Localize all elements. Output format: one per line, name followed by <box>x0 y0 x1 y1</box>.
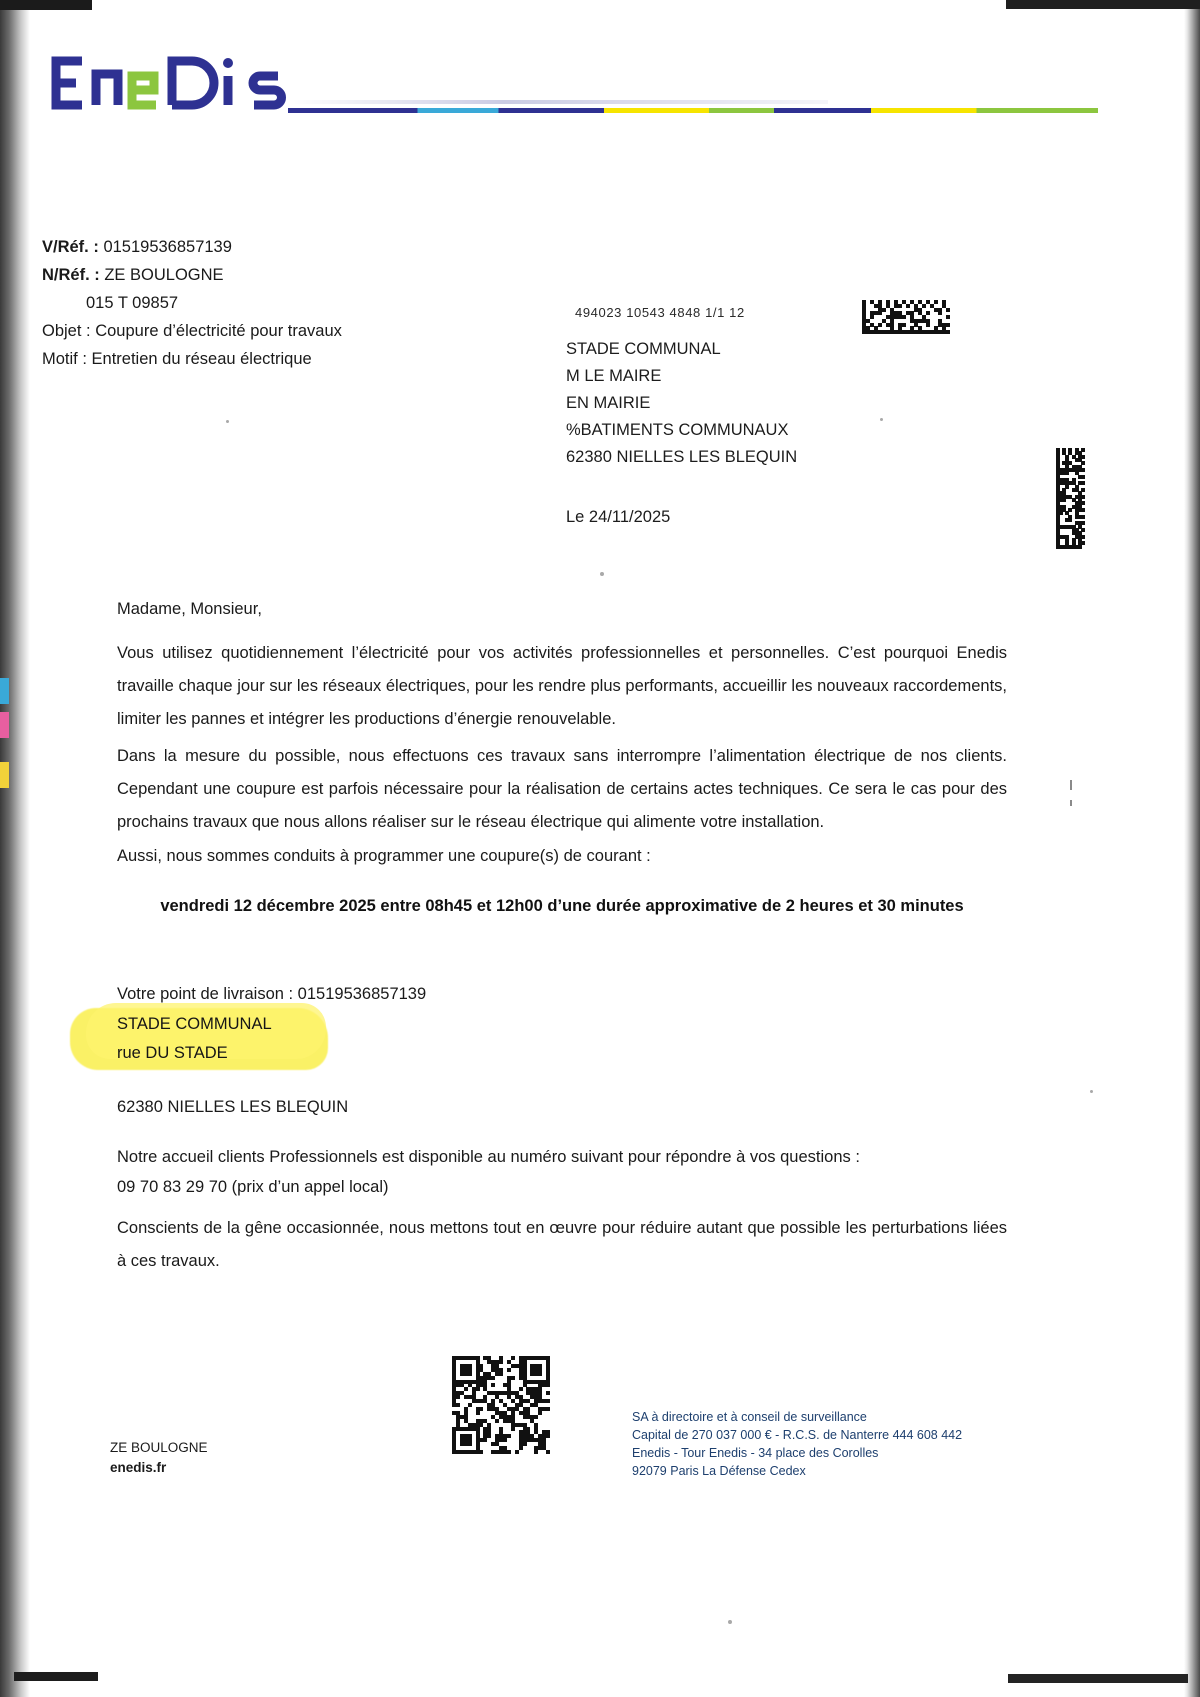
body-paragraph-2: Dans la mesure du possible, nous effectuons ces travaux sans interrompre l’alimentation électrique de nos clients. Cependant une coupure est parfois nécessaire pour la réalisation de certains actes techniques. Ce sera le cas pour des prochains travaux que nous allons réaliser sur le réseau électrique qui alimente votre installation. <box>117 747 1007 831</box>
objet-label: Objet : <box>42 322 91 340</box>
n-ref-value: ZE BOULOGNE <box>104 266 224 284</box>
delivery-point-postal: 62380 NIELLES LES BLEQUIN <box>117 1098 349 1116</box>
scan-color-tick-magenta <box>0 712 9 738</box>
scan-speck <box>1070 780 1072 790</box>
v-ref-line <box>42 233 472 261</box>
scan-speck <box>1090 1090 1093 1093</box>
enedis-logo <box>46 52 306 114</box>
scan-bar-top-right <box>1006 0 1200 9</box>
scan-speck <box>728 1620 732 1624</box>
scan-bar-top-left <box>0 0 92 10</box>
motif-line <box>42 345 472 373</box>
footer-legal <box>632 1408 962 1480</box>
datamatrix-code-top <box>862 300 950 334</box>
outage-schedule: vendredi 12 décembre 2025 entre 08h45 et 12h00 d’une durée approximative de 2 heures et 30 minutes <box>160 897 964 915</box>
footer-legal-line-3: Enedis - Tour Enedis - 34 place des Corolles <box>632 1446 879 1460</box>
recipient-line-1: STADE COMMUNAL <box>566 340 721 358</box>
v-ref-label: V/Réf. : <box>42 238 99 256</box>
closing-paragraph: Conscients de la gêne occasionnée, nous mettons tout en œuvre pour réduire autant que possible les perturbations liées à ces travaux. <box>117 1219 1007 1270</box>
contact-block <box>117 1142 1007 1202</box>
recipient-line-2: M LE MAIRE <box>566 367 662 385</box>
delivery-point-name: STADE COMMUNAL <box>117 1015 272 1033</box>
reference-block <box>42 233 472 373</box>
contact-line-1: Notre accueil clients Professionnels est disponible au numéro suivant pour répondre à vos questions : <box>117 1148 860 1166</box>
body-paragraph-3: Aussi, nous sommes conduits à programmer une coupure(s) de courant : <box>117 847 651 865</box>
v-ref-value: 01519536857139 <box>103 238 232 256</box>
datamatrix-code-side <box>1056 448 1084 548</box>
scan-bar-bottom-right <box>1008 1674 1188 1683</box>
n-ref-line <box>42 261 472 289</box>
scan-speck <box>226 420 229 423</box>
footer-website: enedis.fr <box>110 1460 167 1475</box>
scan-edge-artifact-left <box>0 0 30 1697</box>
recipient-line-5: 62380 NIELLES LES BLEQUIN <box>566 448 798 466</box>
scan-speck <box>1070 800 1072 806</box>
objet-line <box>42 317 472 345</box>
footer-agency: ZE BOULOGNE <box>110 1440 208 1455</box>
recipient-address-block <box>566 336 797 471</box>
letter-date: Le 24/11/2025 <box>566 508 671 526</box>
scan-speck <box>600 572 604 576</box>
logo-underline-fade <box>288 100 828 104</box>
mail-tracking-code: 494023 10543 4848 1/1 12 <box>575 305 745 320</box>
delivery-point-street: rue DU STADE <box>117 1044 228 1062</box>
n-ref-value2: 015 T 09857 <box>86 294 179 312</box>
scan-speck <box>880 418 883 421</box>
motif-value: Entretien du réseau électrique <box>91 350 312 368</box>
footer-legal-line-1: SA à directoire et à conseil de surveillance <box>632 1410 867 1424</box>
n-ref-label: N/Réf. : <box>42 266 100 284</box>
scan-color-tick-cyan <box>0 678 9 704</box>
objet-value: Coupure d’électricité pour travaux <box>95 322 342 340</box>
footer-legal-line-2: Capital de 270 037 000 € - R.C.S. de Nanterre 444 608 442 <box>632 1428 963 1442</box>
scan-bar-bottom-left <box>14 1672 98 1681</box>
scan-edge-artifact-right <box>1184 0 1200 1697</box>
delivery-point-address <box>117 1010 272 1068</box>
body-paragraph-1: Vous utilisez quotidiennement l’électricité pour vos activités professionnelles et personnelles. C’est pourquoi Enedis travaille chaque jour sur les réseaux électriques, pour les rendre plus performants, accueillir les nouveaux raccordements, limiter les pannes et intégrer les productions d’énergie renouvelable. <box>117 644 1007 728</box>
scan-color-tick-yellow <box>0 762 9 788</box>
salutation: Madame, Monsieur, <box>117 600 262 618</box>
motif-label: Motif : <box>42 350 87 368</box>
qr-code <box>452 1356 550 1454</box>
recipient-line-4: %BATIMENTS COMMUNAUX <box>566 421 789 439</box>
delivery-point-label: Votre point de livraison : 01519536857139 <box>117 985 427 1003</box>
footer-legal-line-4: 92079 Paris La Défense Cedex <box>632 1464 806 1478</box>
footer-left <box>110 1438 208 1478</box>
recipient-line-3: EN MAIRIE <box>566 394 651 412</box>
logo-color-rule <box>288 108 1098 113</box>
contact-phone: 09 70 83 29 70 (prix d’un appel local) <box>117 1178 389 1196</box>
